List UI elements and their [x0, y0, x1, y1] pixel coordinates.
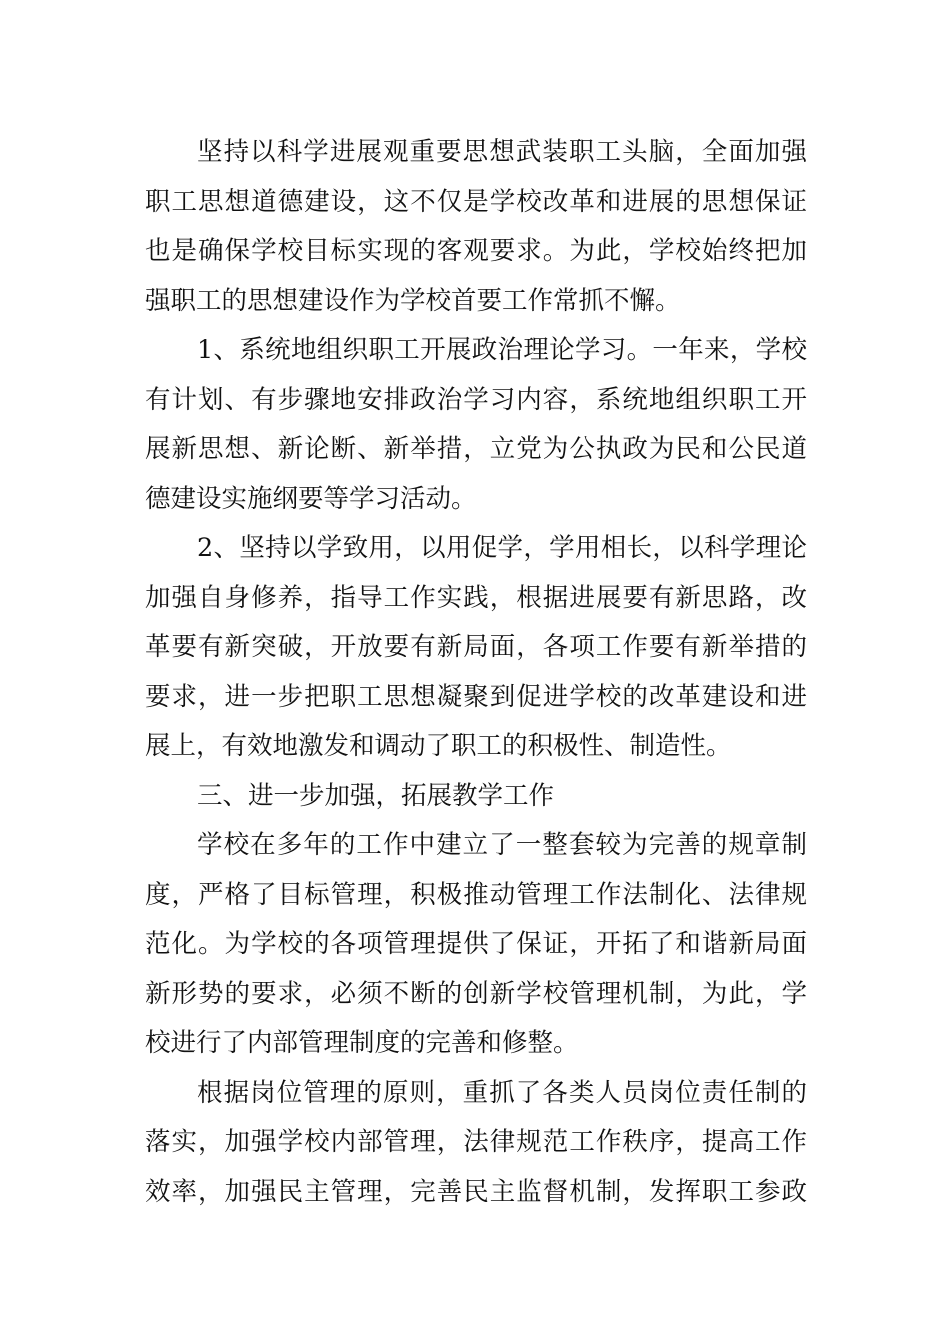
text-line: 展上，有效地激发和调动了职工的积极性、制造性。 — [145, 731, 732, 761]
text-line: 新形势的要求，必须不断的创新学校管理机制，为此，学 — [145, 978, 807, 1009]
text-line: 强职工的思想建设作为学校首要工作常抓不懈。 — [145, 285, 681, 316]
document-page — [145, 128, 807, 1217]
text-line: 也是确保学校目标实现的客观要求。为此，学校始终把加 — [145, 236, 807, 266]
section-heading — [145, 772, 807, 822]
paragraph — [145, 1069, 807, 1218]
text-line: 要求，进一步把职工思想凝聚到促进学校的改革建设和进 — [145, 681, 807, 712]
text-line: 革要有新突破，开放要有新局面，各项工作要有新举措的 — [145, 632, 807, 662]
text-line: 1、系统地组织职工开展政治理论学习。一年来，学校 — [197, 335, 807, 365]
text-line: 展新思想、新论断、新举措，立党为公执政为民和公民道 — [145, 434, 807, 464]
paragraph — [145, 524, 807, 772]
paragraph — [145, 821, 807, 1069]
text-line: 根据岗位管理的原则，重抓了各类人员岗位责任制的 — [197, 1077, 807, 1108]
text-line: 职工思想道德建设，这不仅是学校改革和进展的思想保证 — [145, 186, 807, 217]
text-line: 加强自身修养，指导工作实践，根据进展要有新思路，改 — [145, 582, 807, 613]
text-line: 效率，加强民主管理，完善民主监督机制，发挥职工参政 — [145, 1176, 807, 1207]
text-line: 度，严格了目标管理，积极推动管理工作法制化、法律规 — [145, 879, 807, 910]
text-line: 德建设实施纲要等学习活动。 — [145, 483, 477, 514]
paragraph — [145, 128, 807, 326]
text-line: 范化。为学校的各项管理提供了保证，开拓了和谐新局面 — [145, 929, 807, 959]
text-line: 学校在多年的工作中建立了一整套较为完善的规章制 — [197, 830, 807, 860]
text-line: 有计划、有步骤地安排政治学习内容，系统地组织职工开 — [145, 384, 807, 415]
text-line: 校进行了内部管理制度的完善和修整。 — [145, 1028, 579, 1058]
text-line: 落实，加强学校内部管理，法律规范工作秩序，提高工作 — [145, 1127, 807, 1157]
paragraph — [145, 326, 807, 524]
section-heading-text: 三、进一步加强，拓展教学工作 — [197, 780, 555, 811]
text-line: 坚持以科学进展观重要思想武装职工头脑，全面加强 — [197, 137, 807, 167]
text-line: 2、坚持以学致用，以用促学，学用相长，以科学理论 — [197, 533, 807, 563]
